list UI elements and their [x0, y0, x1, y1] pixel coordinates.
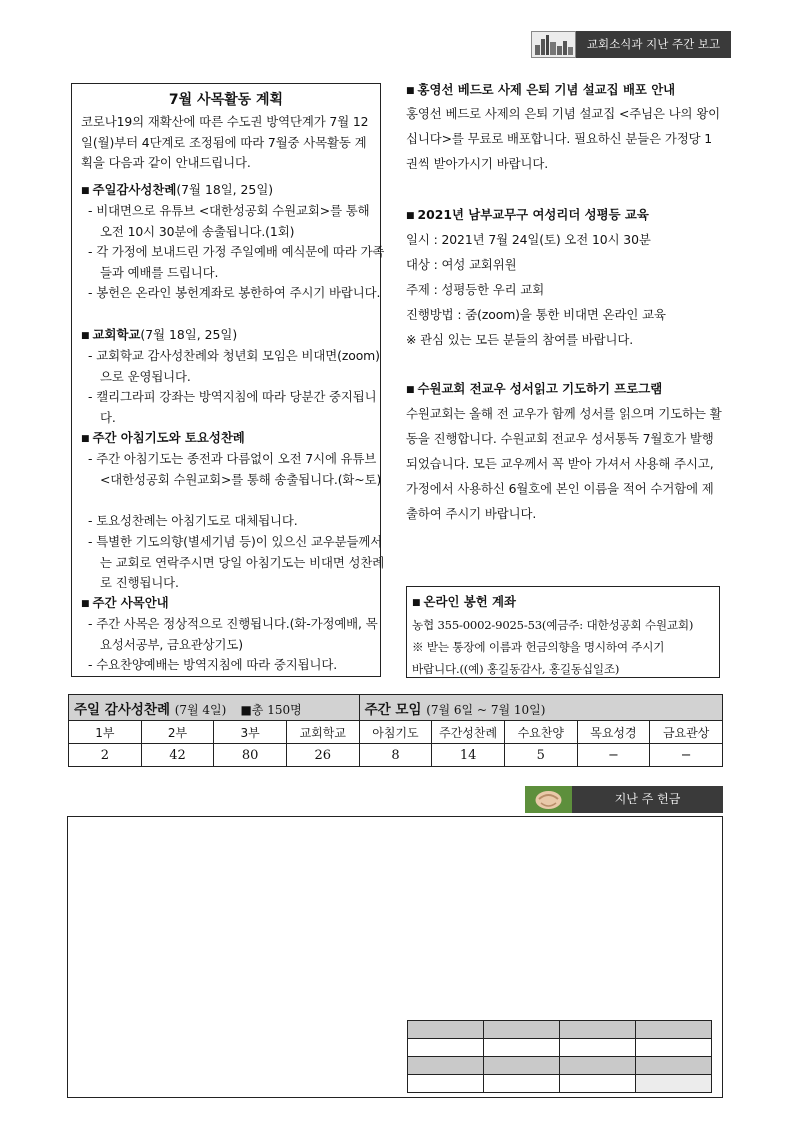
attendance-table — [68, 694, 723, 767]
attendance-value: 42 — [141, 744, 214, 767]
list-item: - 토요성찬례는 아침기도로 대체됩니다. — [88, 513, 298, 528]
sunday-header: 주일 감사성찬례 (7월 4일) ■총 150명 — [69, 695, 360, 721]
section-morning-prayer: ■ 주간 아침기도와 토요성찬례 — [81, 430, 245, 445]
offering-account-box — [406, 586, 720, 678]
section-school: ■ 교회학교(7월 18일, 25일) — [81, 327, 238, 342]
offering-summary-table — [407, 1020, 712, 1093]
weekly-header: 주간 모임 (7월 6일 ~ 7월 10일) — [359, 695, 722, 721]
column-label: 2부 — [141, 721, 214, 744]
attendance-value: 26 — [286, 744, 359, 767]
column-label: 금요관상 — [650, 721, 723, 744]
notice-title: ■ 수원교회 전교우 성서읽고 기도하기 프로그램 — [406, 381, 663, 396]
section-ministry: ■ 주간 사목안내 — [81, 595, 169, 610]
attendance-value: 8 — [359, 744, 432, 767]
column-label: 1부 — [69, 721, 142, 744]
list-item: - 각 가정에 보내드린 가정 주일예배 예식문에 따라 가족들과 예배를 드립니다. — [88, 244, 385, 280]
offering-account-title: ■ 온라인 봉헌 계좌 — [412, 594, 516, 609]
notice-line: 대상 : 여성 교회위원 — [406, 257, 517, 272]
column-label: 3부 — [214, 721, 287, 744]
attendance-value: 5 — [504, 744, 577, 767]
notice-body: 수원교회는 올해 전 교우가 함께 성서를 읽으며 기도하는 활동을 진행합니다. 수원교회 전교우 성서통독 7월호가 발행되었습니다. 모든 교우께서 꼭 받아 가셔서 사용해 주시고, 가정에서 사용하신 6월호에 본인 이름을 적어 수거함에 제출하여 주시기 바랍니다. — [406, 406, 722, 521]
attendance-value: 2 — [69, 744, 142, 767]
notice-title: ■ 2021년 남부교무구 여성리더 성평등 교육 — [406, 207, 649, 222]
praying-hands-icon — [525, 786, 572, 813]
plan-intro: 코로나19의 재확산에 따른 수도권 방역단계가 7월 12일(월)부터 4단계로 조정됨에 따라 7월중 사목활동 계획을 다음과 같이 안내드립니다. — [81, 114, 369, 170]
account-note: ※ 받는 통장에 이름과 헌금의향을 명시하여 주시기 — [412, 640, 665, 654]
section-header: 교회소식과 지난 주간 보고 — [576, 31, 731, 58]
column-label: 목요성경 — [577, 721, 650, 744]
attendance-value: 14 — [432, 744, 505, 767]
plan-title: 7월 사목활동 계획 — [168, 92, 284, 108]
list-item: - 봉헌은 온라인 봉헌계좌로 봉한하여 주시기 바랍니다. — [88, 285, 381, 300]
section-sunday: ■ 주일감사성찬례(7월 18일, 25일) — [81, 182, 274, 197]
column-label: 수요찬양 — [504, 721, 577, 744]
column-label: 아침기도 — [359, 721, 432, 744]
attendance-value: − — [650, 744, 723, 767]
list-item: - 교회학교 감사성찬례와 청년회 모임은 비대면(zoom)으로 운영됩니다. — [88, 348, 380, 384]
notice-body: 홍영선 베드로 사제의 은퇴 기념 설교집 <주님은 나의 왕이십니다>를 무료로 배포합니다. 필요하신 분들은 가정당 1권씩 받아가시기 바랍니다. — [406, 106, 720, 171]
notice-title: ■ 홍영선 베드로 사제 은퇴 기념 설교집 배포 안내 — [406, 82, 676, 97]
notice-line: 일시 : 2021년 7월 24일(토) 오전 10시 30분 — [406, 232, 651, 247]
notice-line: 주제 : 성평등한 우리 교회 — [406, 282, 545, 297]
notice-line: ※ 관심 있는 모든 분들의 참여를 바랍니다. — [406, 332, 634, 347]
list-item: - 주간 사목은 정상적으로 진행됩니다.(화-가정예배, 목요성서공부, 금요관상기도) — [88, 616, 378, 652]
account-number: 농협 355-0002-9025-53(예금주: 대한성공회 수원교회) — [412, 618, 694, 632]
column-label: 교회학교 — [286, 721, 359, 744]
last-week-offering-header: 지난 주 헌금 — [572, 786, 723, 813]
attendance-value: 80 — [214, 744, 287, 767]
list-item: - 주간 아침기도는 종전과 다름없이 오전 7시에 유튜브 <대한성공회 수원교회>를 통해 송출됩니다.(화~토) — [88, 451, 382, 487]
list-item: - 캘리그라피 강좌는 방역지침에 따라 당분간 중지됩니다. — [88, 389, 377, 425]
notice-line: 진행방법 : 줌(zoom)을 통한 비대면 온라인 교육 — [406, 307, 666, 322]
account-note: 바랍니다.((예) 홍길동감사, 홍길동십일조) — [412, 662, 620, 676]
building-icon — [531, 31, 576, 58]
column-label: 주간성찬례 — [432, 721, 505, 744]
list-item: - 수요찬양예배는 방역지침에 따라 중지됩니다. — [88, 657, 338, 672]
list-item: - 비대면으로 유튜브 <대한성공회 수원교회>를 통해 오전 10시 30분에 송출됩니다.(1회) — [88, 203, 370, 239]
attendance-value: − — [577, 744, 650, 767]
list-item: - 특별한 기도의향(별세기념 등)이 있으신 교우분들께서는 교회로 연락주시면 당일 아침기도는 비대면 성찬례로 진행됩니다. — [88, 534, 385, 590]
